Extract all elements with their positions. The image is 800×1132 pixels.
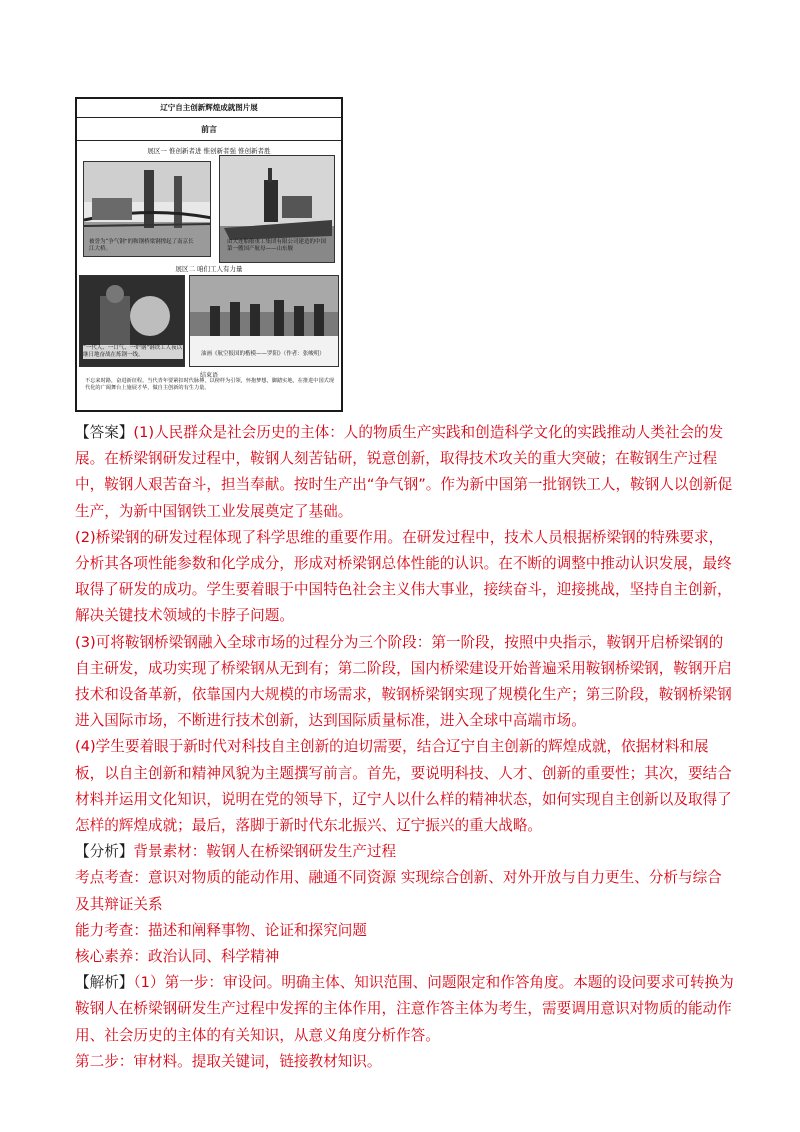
caption-worker: “一代人、一口气、一炉钢”钢铁工人夜以继日地奋战在炼钢一线。 <box>83 345 183 358</box>
explain-tag: 【解析】 <box>75 974 134 992</box>
caption-bridge: 被誉为“争气钢”的鞍钢桥梁钢撑起了南京长江大桥。 <box>89 239 194 252</box>
explain-p1-text: （1）第一步：审设问。明确主体、知识范围、问题限定和作答角度。本题的设问要求可转换为鞍钢人在桥梁钢研发生产过程中发挥的主体作用，注意作答主体为考生，需要调用意识对物质的能动作用、社会历史的主体的有关知识，从意义角度分析作答。 <box>75 974 734 1044</box>
answer-p1-text: (1)人民群众是社会历史的主体：人的物质生产实践和创造科学文化的实践推动人类社会的发展。在桥梁钢研发过程中，鞍钢人刻苦钻研，锐意创新，取得技术攻关的重大突破；在鞍钢生产过程中，鞍钢人艰苦奋斗，担当奉献。按时生产出“争气钢”。作为新中国第一批钢铁工人，鞍钢人以创新促生产，为新中国钢铁工业发展奠定了基础。 <box>75 424 733 520</box>
answer-p2: (2)桥梁钢的研发过程体现了科学思维的重要作用。在研发过程中，技术人员根据桥梁钢的特殊要求，分析其各项性能参数和化学成分，形成对桥梁钢总体性能的认识。在不断的调整中推动认识发展，最终取得了研发的成功。学生要着眼于中国特色社会主义伟大事业，接续奋斗，迎接挑战，坚持自主创新，解决关键技术领域的卡脖子问题。 <box>75 528 732 625</box>
board-title: 辽宁自主创新辉煌成就图片展 <box>77 99 341 118</box>
board-zone1-heading: 展区一 惟创新者进 惟创新者强 惟创新者胜 <box>147 147 271 155</box>
analysis-line <box>75 839 735 865</box>
analysis-literacy: 核心素养：政治认同、科学精神 <box>75 948 280 966</box>
exhibition-board-figure <box>75 97 343 412</box>
analysis-tag: 【分析】 <box>75 843 134 861</box>
answer-p3: (3)可将鞍钢桥梁钢融入全球市场的过程分为三个阶段：第一阶段，按照中央指示，鞍钢开启桥梁钢的自主研发，成功实现了桥梁钢从无到有；第二阶段，国内桥梁建设开始普遍采用鞍钢桥梁钢，鞍钢开启技术和设备革新，依靠国内大规模的市场需求，鞍钢桥梁钢实现了规模化生产；第三阶段，鞍钢桥梁钢进入国际市场，不断进行技术创新，达到国际质量标准，进入全球中高端市场。 <box>75 633 732 730</box>
analysis-background: 背景素材：鞍钢人在桥梁钢研发生产过程 <box>133 843 397 861</box>
explain-p2: 第二步：审材料。提取关键词，链接教材知识。 <box>75 1052 382 1070</box>
answer-content <box>75 420 735 1075</box>
analysis-ability: 能力考查：描述和阐释事物、论证和探究问题 <box>75 921 367 939</box>
answer-tag: 【答案】 <box>75 424 134 441</box>
board-end-text: 不忘来时路，奋进新征程。当代青年要紧扣时代脉搏，以榜样为引领，怀抱梦想，脚踏实地，在推进中国式现代化的广阔舞台上施展才华，做自主创新的有生力量。 <box>85 378 335 391</box>
analysis-points: 考点考查：意识对物质的能动作用、融通不同资源 实现综合创新、对外开放与自力更生、分析与综合及其辩证关系 <box>75 869 722 913</box>
board-zone2-heading: 展区二 咱们工人有力量 <box>175 265 243 273</box>
answer-p1 <box>75 420 735 525</box>
answer-p4: (4)学生要着眼于新时代对科技自主创新的迫切需要，结合辽宁自主创新的辉煌成就，依据材料和展板，以自主创新和精神风貌为主题撰写前言。首先，要说明科技、人才、创新的重要性；其次，要结合材料并运用文化知识，说明在党的领导下，辽宁人以什么样的精神状态，如何实现自主创新以及取得了怎样的辉煌成就；最后，落脚于新时代东北振兴、辽宁振兴的重大战略。 <box>75 738 732 835</box>
explain-p1 <box>75 970 735 1049</box>
caption-painting: 油画《航空报国的楷模——罗阳》（作者：张峻明） <box>201 351 325 357</box>
caption-carrier: 由大连船舶重工集团有限公司建造的中国第一艘国产航母——山东舰 <box>227 239 327 252</box>
board-end-title: 结束语 <box>199 372 218 379</box>
board-preface: 前言 <box>77 118 341 141</box>
